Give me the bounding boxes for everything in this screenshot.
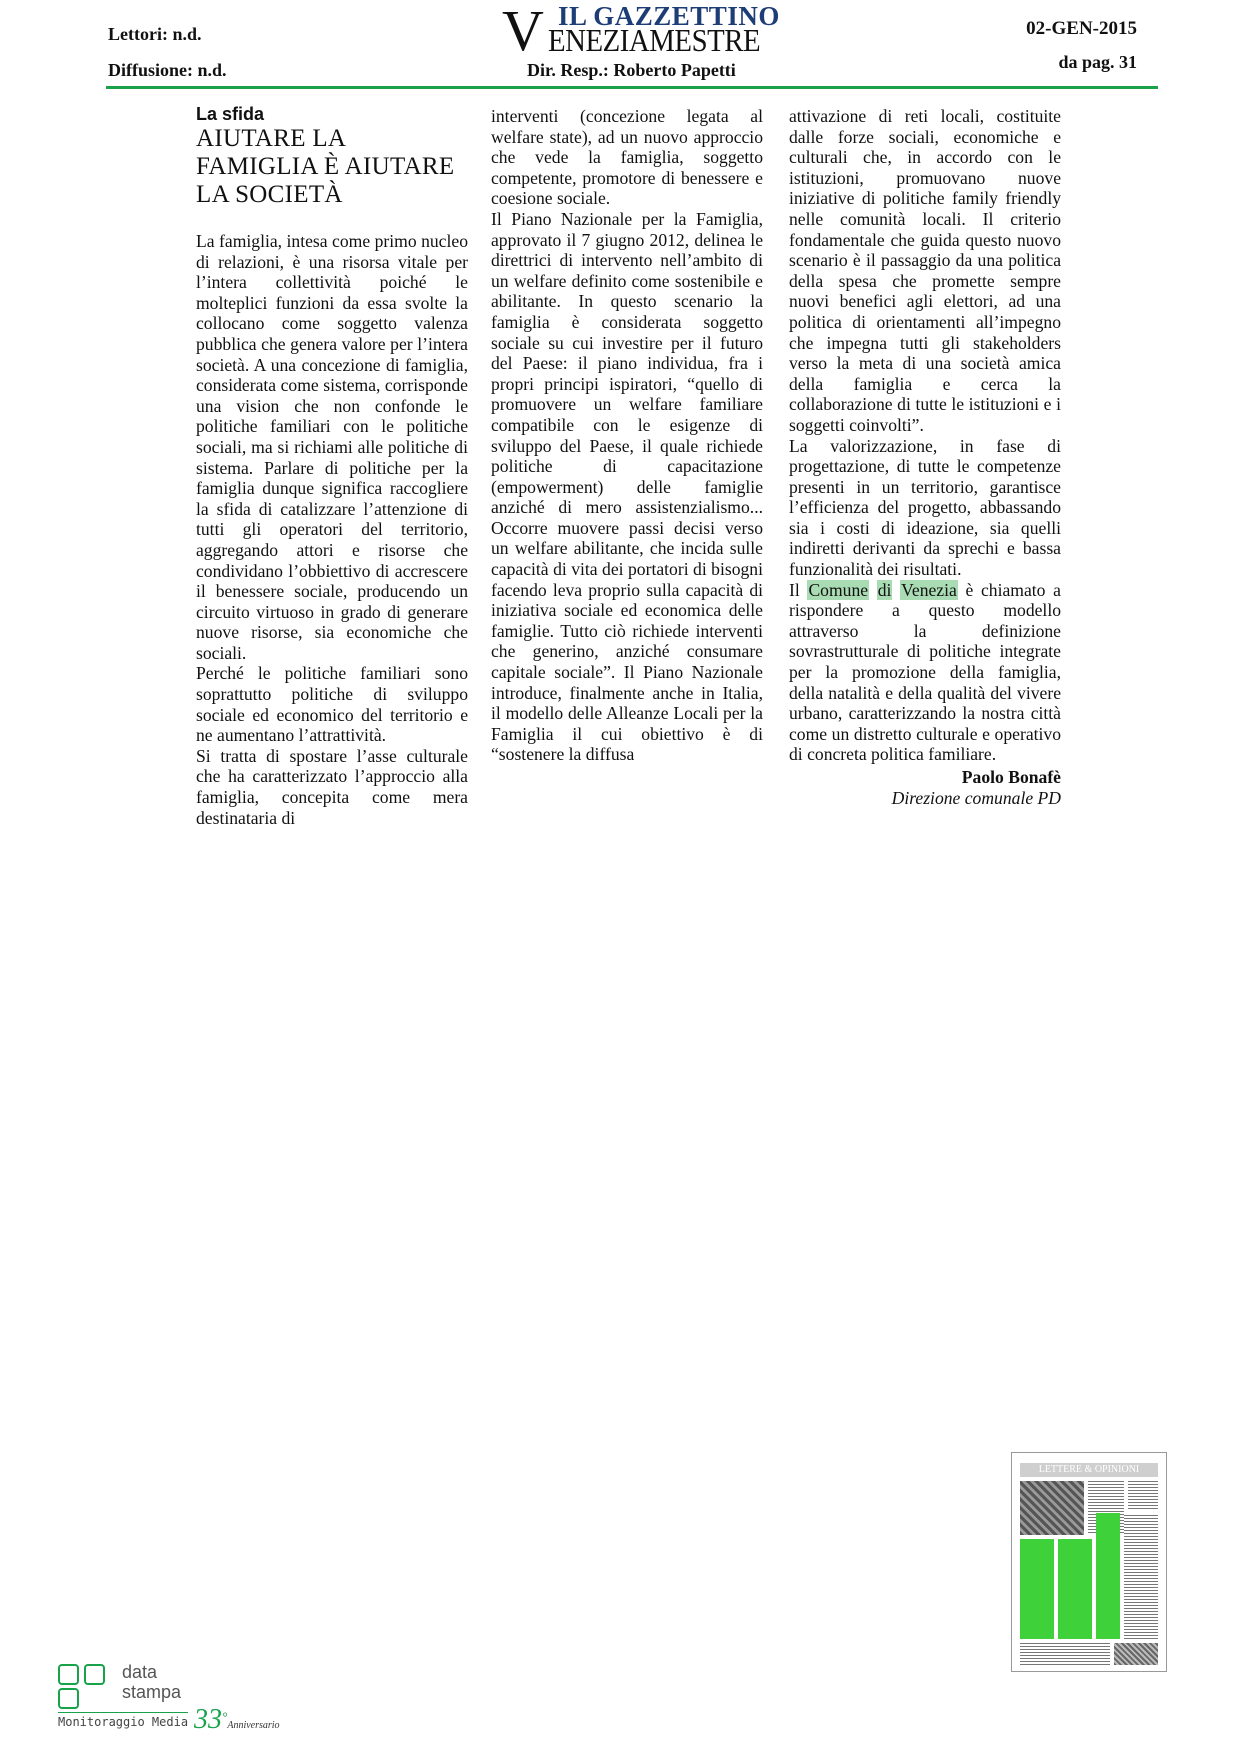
author-role: Direzione comunale PD <box>891 787 1061 808</box>
paragraph: La famiglia, intesa come primo nucleo di relazioni, è una risorsa vitale per l’intera collettività poiché le molteplici funzioni da essa svolte la collocano come soggetto valenza pubblica che genera valore per l’intera società. A una concezione di famiglia, considerata come sistema, corrisponde una vision che non confonde le politiche familiari con le politiche sociali, ma si richiami alle politiche di sistema. Parlare di politiche per la famiglia dunque significa raccogliere la sfida di catalizzare l’attenzione di tutti gli operatori del territorio, aggregando attori e risorse che condividano l’obbiettivo di accrescere il benessere sociale, producendo un circuito virtuoso in grado di generare nuove risorse, sia economiche che sociali. <box>196 231 468 663</box>
logo-square-icon <box>58 1688 79 1709</box>
logo-subtitle: Monitoraggio Media <box>58 1712 188 1729</box>
thumbnail-highlight-column <box>1058 1539 1092 1639</box>
anniversary-text: Anniversario <box>227 1720 280 1731</box>
thumbnail-text-block <box>1128 1481 1158 1511</box>
article-column-3 <box>789 106 1061 808</box>
datastampa-logo <box>58 1664 288 1734</box>
text-fragment: è chiamato a rispondere a questo modello attraverso la definizione sovrastrutturale di politiche integrate per la promozione della famiglia, della natalità e della qualità del vivere urbano, caratterizzando la nostra città come un distretto culturale e operativo di concreta politica familiare. <box>789 579 1061 765</box>
page-thumbnail[interactable] <box>1011 1452 1167 1672</box>
thumbnail-photo <box>1020 1481 1084 1535</box>
paragraph: attivazione di reti locali, costituite dalle forze sociali, economiche e culturali che, in accordo con le istituzioni, promuovano nuove iniziative di politiche family friendly nelle comunità locali. Il criterio fondamentale che guida questo nuovo scenario è il passaggio da una politica della spesa che promette sempre nuovi benefici agli elettori, ad una politica di orientamenti all’impegno che impegna tutti gli stakeholders verso la meta di una società amica della famiglia e cerca la collaborazione di tutte le istituzioni e i soggetti coinvolti”. <box>789 106 1061 435</box>
page-number: da pag. 31 <box>1058 52 1137 72</box>
author-name: Paolo Bonafè <box>961 767 1061 787</box>
paragraph: interventi (concezione legata al welfare state), ad un nuovo approccio che vede la famiglia, soggetto competente, promotore di benessere e coesione sociale. <box>491 106 763 209</box>
anniversary-degree: ° <box>222 1709 228 1725</box>
article-headline: AIUTARE LA FAMIGLIA È AIUTARE LA SOCIETÀ <box>196 125 455 208</box>
article-column-2 <box>491 106 763 765</box>
thumbnail-text-block <box>1020 1643 1110 1665</box>
paragraph: Il Piano Nazionale per la Famiglia, approvato il 7 giugno 2012, delinea le direttrici di intervento nell’ambito di un welfare definito come sostenibile e abilitante. In questo scenario la famiglia è considerata soggetto sociale su cui investire per il futuro del Paese: il piano individua, fra i propri principi ispiratori, “quello di promuovere un welfare familiare compatibile con le esigenze di sviluppo del Paese, il quale richiede politiche di capacitazione (empowerment) delle famiglie anziché di mero assistenzialismo... Occorre muovere passi decisi verso un welfare abilitante, che incida sulle capacità di vita dei portatori di bisogni facendo leva proprio sulla capacità di iniziativa sociale ed economica delle famiglie. Tutto ciò richiede interventi che generino, anziché consumare capitale sociale”. Il Piano Nazionale introduce, finalmente anche in Italia, il modello delle Alleanze Locali per la Famiglia il cui obiettivo è di “sostenere la diffusa <box>491 208 763 765</box>
text-fragment: Il <box>789 579 800 600</box>
readers-label: Lettori: n.d. <box>108 24 202 44</box>
readership-info <box>108 22 227 94</box>
date-page-info <box>1026 18 1137 73</box>
logo-square-icon <box>84 1664 105 1685</box>
paragraph: Si tratta di spostare l’asse culturale che ha caratterizzato l’approccio alla famiglia, concepita come mera destinataria di <box>196 745 468 828</box>
signature <box>789 767 1061 808</box>
circulation-label: Diffusione: n.d. <box>108 60 227 80</box>
thumbnail-section-band: LETTERE & OPINIONI <box>1020 1463 1158 1477</box>
masthead-top: IL GAZZETTINO <box>558 1 780 31</box>
logo-wordmark <box>122 1662 181 1702</box>
highlight-keyword: di <box>877 579 892 600</box>
logo-square-icon <box>58 1664 79 1685</box>
article-column-1 <box>196 104 468 828</box>
highlight-keyword: Venezia <box>901 579 957 600</box>
masthead-bottom: ENEZIAMESTRE <box>548 22 761 58</box>
anniversary-badge <box>194 1704 280 1736</box>
thumbnail-highlight-column <box>1020 1539 1054 1639</box>
paragraph: Perché le politiche familiari sono soprattutto politiche di sviluppo sociale ed economico del territorio e ne aumentano l’attrattività. <box>196 663 468 746</box>
thumbnail-text-block <box>1124 1515 1158 1639</box>
anniversary-number: 33 <box>194 1704 222 1735</box>
highlight-keyword: Comune <box>808 579 869 600</box>
thumbnail-highlight-column <box>1096 1513 1120 1639</box>
paragraph: La valorizzazione, in fase di progettazione, di tutte le competenze presenti in un territorio, garantisce l’efficienza del progetto, abbassando sia i costi di ideazione, sia quelli indiretti derivanti da sprechi e bassa funzionalità dei risultati. <box>789 435 1061 580</box>
editor-line: Dir. Resp.: Roberto Papetti <box>527 60 736 80</box>
issue-date: 02-GEN-2015 <box>1026 18 1137 39</box>
logo-line-1: data <box>122 1662 158 1682</box>
article-kicker: La sfida <box>196 104 265 124</box>
logo-line-2: stampa <box>122 1682 182 1702</box>
masthead-logo <box>490 0 810 63</box>
thumbnail-photo <box>1114 1643 1158 1665</box>
header-divider <box>106 86 1158 89</box>
masthead-initial: V <box>502 0 542 63</box>
paragraph <box>789 580 1061 765</box>
